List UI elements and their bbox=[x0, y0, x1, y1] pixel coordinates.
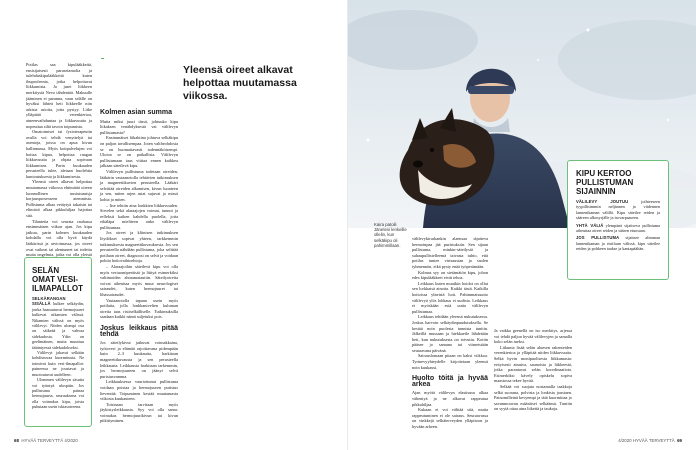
paragraph: välilevykirurkankin alaensaa täjaiteva hermoinpaa jää puristuksiin. Sen sijaan pullistuma, minkin-säteilystä ja suhaupullistelleemä taivasta tuhto, että potilas tuntee virtsaustan ja saolen tyhmennön, eikä pysty enää työperämään. bbox=[412, 236, 488, 269]
subheading-huolto-toita: Huolto töitä ja hyvää arkea bbox=[412, 375, 488, 388]
box-title: SELÄN OMAT VESI-ILMAPALLOT bbox=[32, 266, 83, 293]
paragraph: Välilevyn pullistuma todetaan oireiden, lääkärin vastaanotolla tehtävien tutkimuksen ja magneettikuvien perusteella. Lääkäri selvittää oireiden alkamisen, kivun luonteen ja sen, miten arjen asiat sujuvat ja missä kohta ja miten. bbox=[100, 168, 178, 202]
pull-quote-rule bbox=[101, 58, 104, 59]
left-column-1 bbox=[26, 62, 92, 263]
left-column-2-text-b bbox=[100, 340, 178, 424]
box-text bbox=[32, 296, 84, 410]
paragraph: Ajan myötä välilevyn elastisuus alkaa vähentyä ja ne alkavat rappeutua pikkuhiljaa. bbox=[412, 390, 488, 407]
box-body: kulkee selkäydin, jonka haarautuvat hermojuuret kulkevat nikamien välissä. Nikamien välissä on myös välilevyt. Niiden ulompi osa on säikeää ja vahvaa sidekudosta. Ydin on geelimäinen, mutta muuttuu iäääntyessä sidekudokseksi. bbox=[32, 301, 84, 350]
box-body-2: Välilevyt jakavat selkään kohdistuvaa kuormitusta. Ne toimivat kuin vesi-ilmapallot: paineessa ne joustavat ja muotoutuvat uudelleen. bbox=[32, 350, 84, 377]
subheading-joskus-leikkaus: Joskus leikkaus pitää tehdä bbox=[100, 324, 178, 338]
paragraph: Leikkauksessa vaurioitunut pullistuma voidaan poistaa ja hermojuuren puristus lieventää. Toipuminen kestää muutamasta viikosta kuukauteen. bbox=[100, 379, 178, 402]
paragraph: Mutta miksi juuri tässä, johtuuko kipu liikaksen venähdyksestä vai välilevyn pullistumasta? bbox=[100, 118, 178, 135]
right-column-1-text bbox=[412, 236, 488, 370]
page-number: 68 bbox=[14, 438, 19, 443]
paragraph: Selkää voi suojata nostamalla taakkoja selkä suorana, polvista ja lonkista joustaen. Painomilleinä kevyempi ja tätä kuormittaa jo savunmouvan määräiset selkäänsä. Tuntiin on syytä ottaa aina liikettä ja taukoja. bbox=[494, 383, 572, 412]
box-body-1: joihteeseen tyypillisimmin neljännen ja viidennen lannenikaman välillä. Kipu säteilee reiden ja sääreen ulkosyrjälle ja isovarpaaseen. bbox=[576, 199, 661, 221]
paragraph: – Itse tehtiin aina lonkkien liikkuvuuden. Sirvelen sekä alaraajojen voimat, tunnot ja refleksit kaiken kahdella puolella, jotta eikäläpa mieliteen onko välilevyn pullistumaa. bbox=[100, 202, 178, 230]
box-title: KIPU KERTOO PULLISTUMAN SIJAINNIN bbox=[576, 169, 634, 196]
paragraph: Liikunta lisää selän aluesen rakenteiden verenkiertoa ja ylläpitää niiden liikkuvuutta. Selkä hyvin monipuolisesta liikkumasta: erityisesti ainuiva, saunoista ja liikkeestä, jotka parantavat selän koordinaatiota. Esimerkiksi kävely opiskelu sopiva maastossa tekee hyvää. bbox=[494, 344, 572, 384]
box-text bbox=[576, 199, 660, 252]
paragraph: Jos oireet ja kliinisen tutkimuksen löydökset sopivat yhteen, tarkkemmin tutkimuksesta magneettikuvauksesta. Jos sen perusteella nähdään pullistuma, joka selittää potilaan oireet, diagnoosi on selvä ja voidaan pohtia hoitovaihtoehtoja. bbox=[100, 230, 178, 264]
paragraph: Kukaan ei voi välttää sitä, mutta rappeutuminen ei ole sairaus. Seuraavassa on vinkkejä selkäterveyden ylläpitoon ja hyvään arkeen. bbox=[412, 407, 488, 429]
pull-quote: Yleensä oireet alkavat helpottaa muutamassa viikossa. bbox=[183, 64, 297, 102]
box-body-2: ylempänä sijaitseva pullistuma aiheuttaa oireet reiden ja säären etuosaan. bbox=[576, 222, 660, 234]
paragraph: Ensimmäiset liikahtina johtuva selkäkipu on paljon tavallisempaa. Joten valtheohdosta se on huomattavasti todennäköisempi. Ulotoa se on paikallista. Välilevyn pullistumaan taas viittaa ennen kaikkea jalkaan säteilevä kipu. bbox=[100, 135, 178, 169]
box-lead-1: VÄLILEVY JOUTUU bbox=[576, 199, 629, 204]
paragraph: – Alaraajoihin säteilevä kipu voi olla myös veriuomiperäistä ja liittyä esimerkiksi valtimoiden ahtaumatautiin. Säteilyoireita voivat aiheuttaa myös muut neurologiset sairaudet, kuten hermojuuret tai lihassairaudet. bbox=[100, 264, 178, 297]
paragraph: Tilanteita voi seurata rauhassa ensimmäisen viikon ajan. Jos kipu jatkuu, parin kolmen kuukauden kohdalla voi olla hyvä käydä lääkärissä ja arvioimassa, jos oireet ovat vaikeat tai alentuneet tai todettu muita ongelmia, jotka voi olla yleisiä bbox=[26, 218, 92, 258]
box-body-3: sijaitsee alimman lannenikaman ja ristiluun välissä, kipu säteilee reiden ja pohkeen taakse ja kantapäähän. bbox=[576, 235, 660, 252]
subheading-kolmen-asian-summa: Kolmen asian summa bbox=[100, 109, 172, 116]
paragraph: Sairauslomaan pitaan on kaksi viikkoa. Tyrinevyyhteydelle kirjoitetaan yleensä noin kuukausi. bbox=[412, 353, 488, 370]
paragraph: Ja vaikka geenellä on iso merkitys, arjessa voi tehdä paljon hyvää välilevyjen ja samalla koko selän tueksi. bbox=[494, 328, 572, 345]
info-box-vesi-ilmapallot bbox=[24, 257, 92, 427]
left-column-2 bbox=[100, 110, 178, 424]
paragraph: Yleensä oireet alkavat helpottaa muutamassa viikossa ehtimättä oireen luonnollinen uusiutumisja korjausprosesseen aiemmista. Pullistuma alkaa vetäytyä takaisin tai elimistö alkaa pikkuhiljaa hajottaa sitä. bbox=[26, 179, 92, 219]
left-folio bbox=[14, 438, 78, 443]
info-box-kipu-kertoo bbox=[567, 160, 669, 280]
magazine-name: HYVÄÄ TERVEYTTÄ 4/2020 bbox=[21, 438, 78, 443]
right-column-1-text-b bbox=[412, 390, 488, 429]
magazine-name: 4/2020 HYVÄÄ TERVEYTTÄ bbox=[618, 438, 675, 443]
paragraph: Leikkaus kuten muutkin hoidot on ollut sen lorkkaisä ainoita. Kaikki tästä. Kaikilla hoitoissa yhteistä hoit. Pahimmaisuutto välilevyä ylös lohkaus ei uudista. Leikkaus ei myöskään estä uutta välilevyn pullistumaa. bbox=[412, 280, 488, 314]
paragraph: Vastaanotolla tapaan usein myös potilaita, jolla lonkkanivelten kuluman oireita taas ristiselkälliselle. Tutkimuksilla saadaan kaikki nämä suljetuksi pois. bbox=[100, 297, 178, 320]
box-body-3: Ulommen välilevyn säsutta voi työntyä ulospäin. Jos pullistuma painaa hermojuurta, seurauksena voi olla voimakas kipu, joista puhutaan usein iskiasoireena. bbox=[32, 377, 84, 410]
paragraph: Toisinaan tarvitaan myös jäykistysleikkausta. Syy voi olla sama: voimakas hermojuurikivun tai kivun pitkittyminen. bbox=[100, 401, 178, 424]
left-column-2-text bbox=[100, 119, 178, 320]
paragraph: Kolmas syy on sietämätön kipu, johon edes kipulääkkeet eivät tehoa. bbox=[412, 269, 488, 281]
paragraph: Omatoimiset tai fysioterapeutin avulla voi tehdä venyttelyä tai asentoja, joissa on apua kivun hallinnassa. Myös kotipalvelujen voi hoitaa kipua, helpottaa rangan liikkuvuutta ja ohjata sopivaan liikkumisen. Parin kuukauden perusteella tulee, aletaan huolehtia kuntoutuksesta ja liikkumisesta. bbox=[26, 129, 92, 179]
box-lead-2: YHTÄ VÄLIÄ bbox=[576, 222, 604, 228]
paragraph: Jos säteilykivut jatkuvat voimakkaina, työtoveri ja elämää rajoittavana pidempään kuin 2–3 kuukautta, harkitaan magneettikuvausta ja sen perusteella leikkausta. Leikkausta harkitaan tarkemmin, jos hermojuureen on jäänyt selvä puristusvamma. bbox=[100, 340, 178, 379]
paragraph: Leikkaus tehdään yleensä nukutuksessa. Joskus harvoin selkäydinpuudutuksella. Se kestää noin puolesta tunnista tuntiin. Jälkeillä mussaan ja hiekkaeile lähdetään heti, kun nukutuksesta on toivuttu. Kotiin pääsee jo samana tai viimeistään seuraavana päivänä. bbox=[412, 314, 488, 353]
paragraph: Potilas saa kipulääkkeitä, ensisijaisesti parasetamolia ja tulehduskipulääkkeitä kuten ibuprofeenia, jotka helpottavat liikkumista. Ja jaset liikkeen merkitystä Neva tähdentää. Makuulle jääminen ei paranna, vaan selälle on hyväksi lähteä heti liikkeelle niin arkisia asioita, jotta pystyy. Liike ylläpitää verenkiertoa, aineenvaihduntaa ja liikkuvuutta ja nopeuttaa siltä tavoin toipumista. bbox=[26, 62, 92, 129]
photo-caption: Kaira patoili Jänetesi lenkeille ollelin, kun selkäkipu oli pahimmillaan. bbox=[374, 222, 407, 248]
page-number: 69 bbox=[677, 438, 682, 443]
right-column-2 bbox=[494, 328, 572, 412]
right-folio bbox=[618, 438, 682, 443]
box-lead: SELKÄRANGAN SISÄLLÄ bbox=[32, 296, 66, 307]
right-column-2-text bbox=[494, 328, 572, 412]
box-lead-3: JOS PULLISTUMA bbox=[576, 235, 620, 241]
right-column-1 bbox=[412, 236, 488, 430]
